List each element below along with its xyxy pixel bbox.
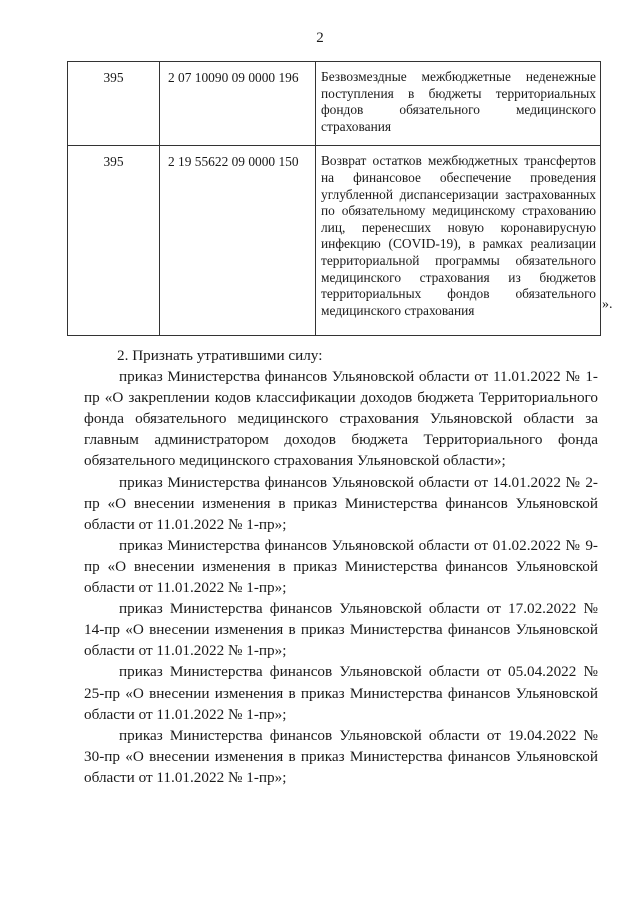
list-item: приказ Министерства финансов Ульяновской области от 17.02.2022 № 14-пр «О внесении изменения в приказ Министерства финансов Ульяновской области от 11.01.2022 № 1-пр»;: [84, 600, 598, 660]
closing-quote-mark: ».: [602, 297, 613, 312]
revenue-code-cell: 2 07 10090 09 0000 196: [160, 62, 316, 146]
table-row: [68, 146, 601, 336]
revenue-name-cell: Безвозмездные межбюджетные неденежные поступления в бюджеты территориальных фондов обязательного медицинского страхования: [316, 62, 601, 146]
list-item: приказ Министерства финансов Ульяновской области от 05.04.2022 № 25-пр «О внесении изменения в приказ Министерства финансов Ульяновской области от 11.01.2022 № 1-пр»;: [84, 663, 598, 723]
section-heading: 2. Признать утратившими силу:: [117, 347, 323, 364]
repealed-orders-section: [84, 345, 598, 788]
admin-code-cell: 395: [68, 146, 160, 336]
revenue-code-cell: 2 19 55622 09 0000 150: [160, 146, 316, 336]
list-item: приказ Министерства финансов Ульяновской области от 01.02.2022 № 9-пр «О внесении изменения в приказ Министерства финансов Ульяновской области от 11.01.2022 № 1-пр»;: [84, 536, 598, 597]
list-item: приказ Министерства финансов Ульяновской области от 11.01.2022 № 1-пр «О закреплении кодов классификации доходов бюджета Территориального фонда обязательного медицинского страхования Ульяновской области за главным администратором доходов бюджета Территориального фонда обязательного медицинского страхования Ульяновской области»;: [84, 368, 598, 470]
admin-code-cell: 395: [68, 62, 160, 146]
list-item: приказ Министерства финансов Ульяновской области от 14.01.2022 № 2-пр «О внесении изменения в приказ Министерства финансов Ульяновской области от 11.01.2022 № 1-пр»;: [84, 473, 598, 533]
page-number: 2: [316, 30, 324, 46]
list-item: приказ Министерства финансов Ульяновской области от 19.04.2022 № 30-пр «О внесении изменения в приказ Министерства финансов Ульяновской области от 11.01.2022 № 1-пр»;: [84, 726, 598, 786]
budget-classification-table: [67, 61, 601, 336]
table-row: [68, 62, 601, 146]
revenue-name-cell: Возврат остатков межбюджетных трансфертов на финансовое обеспечение проведения углубленной диспансеризации застрахованных по обязательному медицинскому страхованию лиц, перенесших новую коронавирусную инфекцию (COVID-19), в рамках реализации территориальной программы обязательного медицинского страхования из бюджетов территориальных фондов обязательного медицинского страхования: [316, 146, 601, 336]
